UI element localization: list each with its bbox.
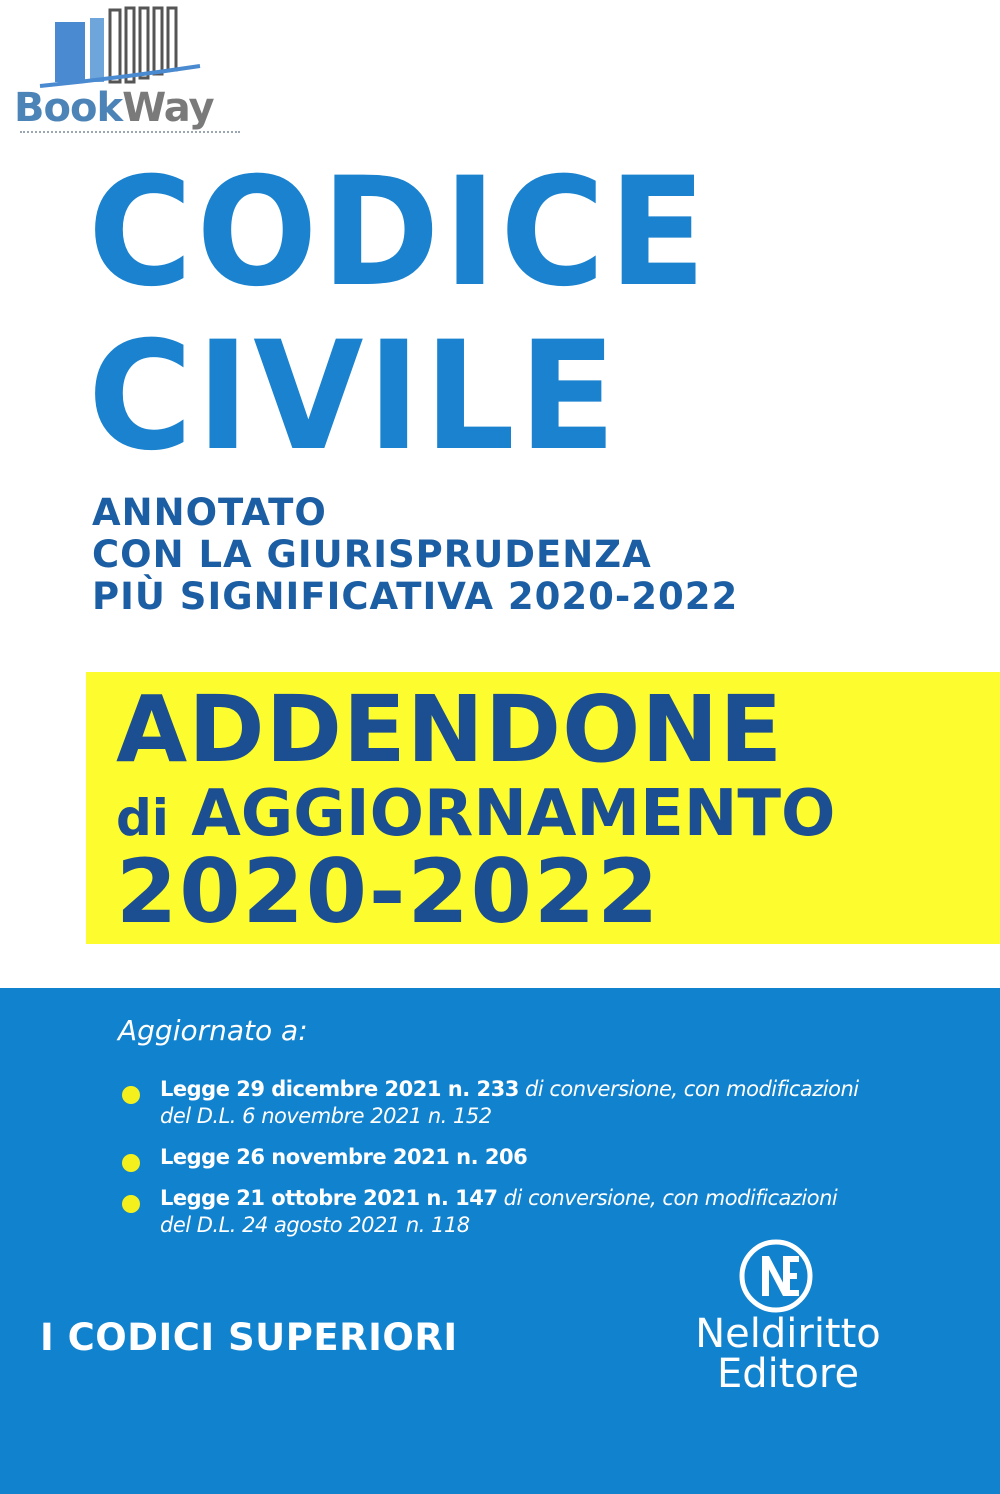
law-line [160,1076,859,1103]
highlight-line-2 [116,777,836,851]
title-line-1: CODICE [88,146,710,320]
list-item [118,1185,859,1239]
subtitle [92,492,738,618]
bookway-logo [0,0,250,142]
bullet-icon [122,1154,140,1172]
law-title: Legge 21 ottobre 2021 n. 147 [160,1186,498,1210]
bullet-icon [122,1086,140,1104]
law-title: Legge 26 novembre 2021 n. 206 [160,1145,528,1169]
logo-way-text: Way [122,85,214,131]
publisher-line-1: Neldiritto [695,1311,881,1357]
highlight-main: AGGIORNAMENTO [191,777,836,851]
law-line [160,1144,859,1171]
series-name: I CODICI SUPERIORI [40,1316,458,1359]
subtitle-line-3: PIÙ SIGNIFICATIVA 2020-2022 [92,575,739,618]
law-detail: del D.L. 24 agosto 2021 n. 118 [160,1213,470,1237]
publisher-name [668,1311,908,1397]
law-note: di conversione, con modificazioni [525,1077,859,1101]
law-note: di conversione, con modificazioni [503,1186,838,1210]
bookway-wordmark [14,85,214,131]
logo-book-text: Book [14,85,123,131]
title-line-2: CIVILE [88,310,620,484]
ne-monogram-icon [738,1238,814,1314]
list-item [118,1076,859,1130]
info-panel [0,988,1000,1494]
law-line-2 [160,1103,859,1130]
law-line [160,1185,859,1212]
highlight-band [86,672,1000,944]
bullet-icon [122,1195,140,1213]
highlight-prefix: di [116,789,169,847]
highlight-years: 2020-2022 [116,840,661,943]
publisher-line-2: Editore [716,1351,860,1397]
list-item [118,1144,859,1171]
law-list [118,1076,859,1253]
logo-tagline-decoration [20,131,240,136]
subtitle-line-1: ANNOTATO [92,491,327,534]
law-line-2 [160,1212,859,1239]
subtitle-line-2: CON LA GIURISPRUDENZA [92,533,652,576]
law-title: Legge 29 dicembre 2021 n. 233 [160,1077,519,1101]
law-detail: del D.L. 6 novembre 2021 n. 152 [160,1104,492,1128]
updated-label: Aggiornato a: [118,1014,308,1047]
highlight-line-1: ADDENDONE [116,676,784,783]
